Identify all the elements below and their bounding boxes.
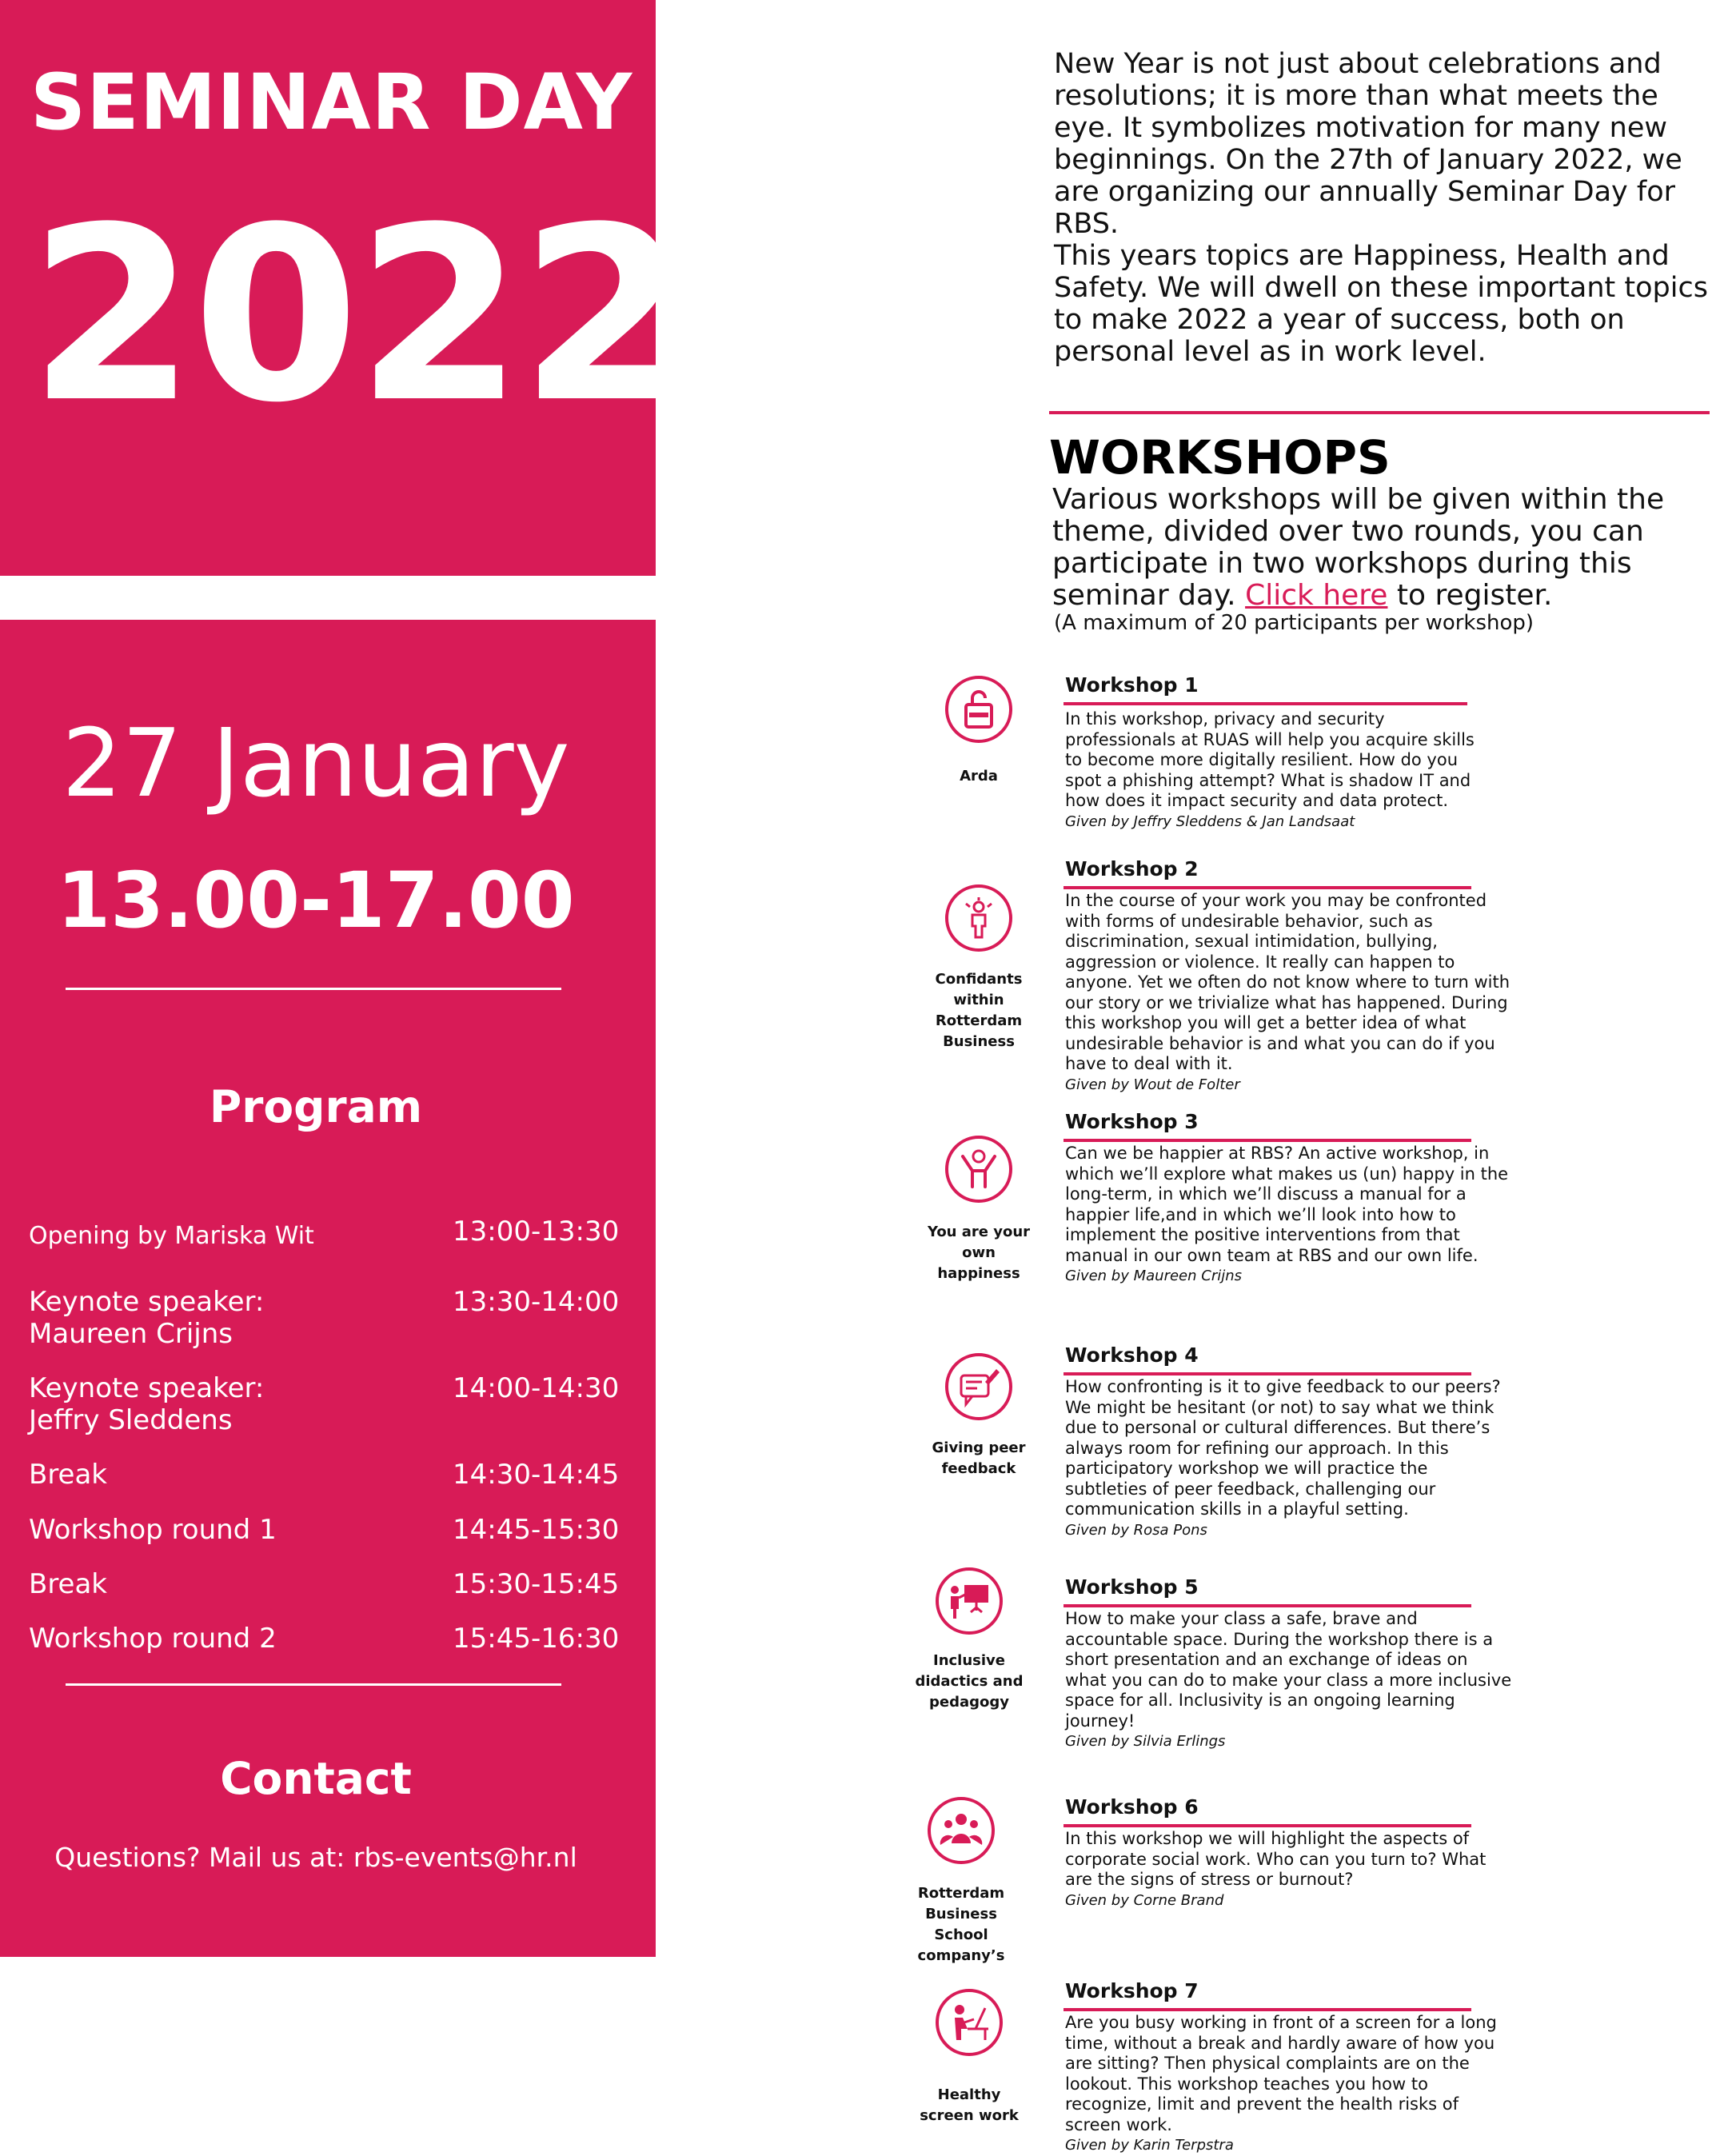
program-item-time: 15:45-16:30 — [453, 1623, 620, 1655]
program-item-label: Break — [29, 1568, 107, 1600]
group-icon — [928, 1797, 995, 1864]
workshop-presenter: Given by Jeffry Sleddens & Jan Landsaat — [1065, 812, 1355, 830]
program-item-time: 14:45-15:30 — [453, 1514, 620, 1546]
event-date: 27 January — [62, 708, 570, 818]
program-item-time: 15:30-15:45 — [453, 1568, 620, 1600]
event-time: 13.00-17.00 — [57, 856, 575, 945]
workshop-text: Are you busy working in front of a screen for a long time, without a break and hardly aware of how you are sitting? Then physical complaints are on the lookout. This workshop teaches you how to recognize, limit and prevent the health risks of screen work. — [1065, 2013, 1497, 2134]
presentation-icon — [936, 1567, 1003, 1635]
program-item-time: 13:00-13:30 — [453, 1216, 620, 1248]
workshop-body — [1065, 891, 1513, 1095]
program-item-time: 14:00-14:30 — [453, 1372, 620, 1404]
workshop-body — [1065, 1829, 1513, 1910]
workshop-title: Workshop 3 — [1065, 1110, 1199, 1133]
workshop-body — [1065, 1377, 1513, 1540]
workshop-body — [1065, 2013, 1497, 2156]
workshop-icon-label: Rotterdam Business School company’s — [917, 1885, 1005, 1964]
info-panel — [0, 620, 656, 1957]
program-heading: Program — [209, 1081, 423, 1132]
program-item-label: Workshop round 1 — [29, 1514, 277, 1546]
workshop-text: How to make your class a safe, brave and accountable space. During the workshop there is a short presentation and an exchange of ideas on what you can do to make your class a more inclusive space for all. Inclusivity is an ongoing learning journey! — [1065, 1609, 1512, 1731]
title-underline — [1064, 702, 1467, 705]
program-item-label: Keynote speaker: Jeffry Sleddens — [29, 1372, 265, 1436]
workshop-presenter: Given by Maureen Crijns — [1065, 1268, 1243, 1284]
workshop-presenter: Given by Rosa Pons — [1065, 1521, 1207, 1539]
workshop-presenter: Given by Corne Brand — [1065, 1891, 1224, 1909]
person-help-icon — [945, 884, 1012, 952]
contact-text[interactable]: Questions? Mail us at: rbs-events@hr.nl — [54, 1842, 577, 1873]
workshop-text: Can we be happier at RBS? An active workshop, in which we’ll explore what makes us (un) happy in the long-term, in which we’ll discuss a manual for a happier life,and in which we’ll look into how to implement the positive interventions from that manual in our own team at RBS and our own life. — [1065, 1144, 1509, 1265]
workshop-title: Workshop 6 — [1065, 1795, 1199, 1819]
event-year: 2022 — [29, 176, 684, 455]
participants-note: (A maximum of 20 participants per workshop) — [1054, 611, 1534, 635]
program-item-label: Workshop round 2 — [29, 1623, 277, 1655]
program-item-label: Break — [29, 1459, 107, 1491]
intro-paragraph-2: This years topics are Happiness, Health and Safety. We will dwell on these important topics to make 2022 a year of success, both on personal level as in work level. — [1054, 240, 1708, 368]
workshop-title: Workshop 2 — [1065, 857, 1199, 880]
divider — [1049, 411, 1710, 414]
workshop-icon-label: Confidants within Rotterdam Business — [935, 971, 1023, 1050]
workshops-description-text: Various workshops will be given within the theme, divided over two rounds, you can participate in two workshops during this seminar day. — [1052, 483, 1665, 612]
workshop-presenter: Given by Karin Terpstra — [1065, 2137, 1234, 2154]
workshop-title: Workshop 5 — [1065, 1575, 1199, 1599]
workshop-icon-label: Healthy screen work — [920, 2086, 1019, 2124]
workshop-body — [1065, 1144, 1513, 1287]
workshop-presenter: Given by Silvia Erlings — [1065, 1733, 1226, 1750]
workshops-heading: WORKSHOPS — [1049, 430, 1391, 485]
title-underline — [1064, 1824, 1471, 1827]
title-underline — [1064, 1604, 1471, 1607]
happy-person-icon — [945, 1136, 1012, 1203]
workshop-text: In the course of your work you may be confronted with forms of undesirable behavior, such as discrimination, sexual intimidation, bullying, aggression or violence. It really can happen to anyone. Yet we often do not know where to turn with our story or we trivialize what has happened. During this workshop you will get a better idea of what undesirable behavior is and what you can do if you have to deal with it. — [1065, 891, 1510, 1073]
workshop-body — [1065, 709, 1481, 832]
workshop-presenter: Given by Wout de Folter — [1065, 1076, 1240, 1093]
workshop-text: How confronting is it to give feedback to our peers? We might be hesitant (or not) to say what we think due to personal or cultural differences. But there’s always room for refining our approach. In this participatory workshop we will practice the subtleties of peer feedback, challenging our communication skills in a playful setting. — [1065, 1377, 1501, 1519]
workshops-description — [1052, 484, 1716, 612]
program-item-time: 13:30-14:00 — [453, 1286, 620, 1318]
workshop-icon-label: Inclusive didactics and pedagogy — [915, 1652, 1024, 1711]
title-underline — [1064, 1139, 1471, 1142]
divider — [66, 1683, 561, 1686]
divider — [66, 988, 561, 990]
register-link[interactable]: Click here — [1245, 579, 1388, 612]
program-item-label: Keynote speaker: Maureen Crijns — [29, 1286, 265, 1350]
workshop-body — [1065, 1609, 1513, 1752]
workshop-title: Workshop 1 — [1065, 673, 1199, 697]
workshop-text: In this workshop we will highlight the aspects of corporate social work. Who can you turn to? What are the signs of stress or burnout? — [1065, 1829, 1487, 1889]
workshop-title: Workshop 4 — [1065, 1344, 1199, 1367]
workshops-description-end: to register. — [1387, 579, 1553, 612]
program-item-label: Opening by Mariska Wit — [29, 1222, 314, 1250]
workshop-title: Workshop 7 — [1065, 1979, 1199, 2002]
page-title: SEMINAR DAY — [30, 58, 633, 147]
title-underline — [1064, 886, 1471, 889]
intro-paragraph-1: New Year is not just about celebrations and resolutions; it is more than what meets the eye. It symbolizes motivation for many new beginnings. On the 27th of January 2022, we are organizing our annually Seminar Day for RBS. — [1054, 48, 1682, 240]
contact-heading: Contact — [220, 1753, 412, 1804]
feedback-icon — [945, 1353, 1012, 1420]
workshop-icon-label: Giving peer feedback — [932, 1439, 1026, 1477]
title-underline — [1064, 1372, 1471, 1375]
desk-worker-icon — [936, 1989, 1003, 2056]
title-panel — [0, 0, 684, 576]
door-lock-icon — [945, 676, 1012, 743]
workshop-icon-label: You are your own happiness — [927, 1224, 1031, 1282]
workshop-text: In this workshop, privacy and security professionals at RUAS will help you acquire skills to become more digitally resilient. How do you spot a phishing attempt? What is shadow IT and how does it impact security and data protect. — [1065, 709, 1475, 810]
workshop-icon-label: Arda — [960, 768, 998, 785]
program-item-time: 14:30-14:45 — [453, 1459, 620, 1491]
title-underline — [1064, 2008, 1471, 2011]
